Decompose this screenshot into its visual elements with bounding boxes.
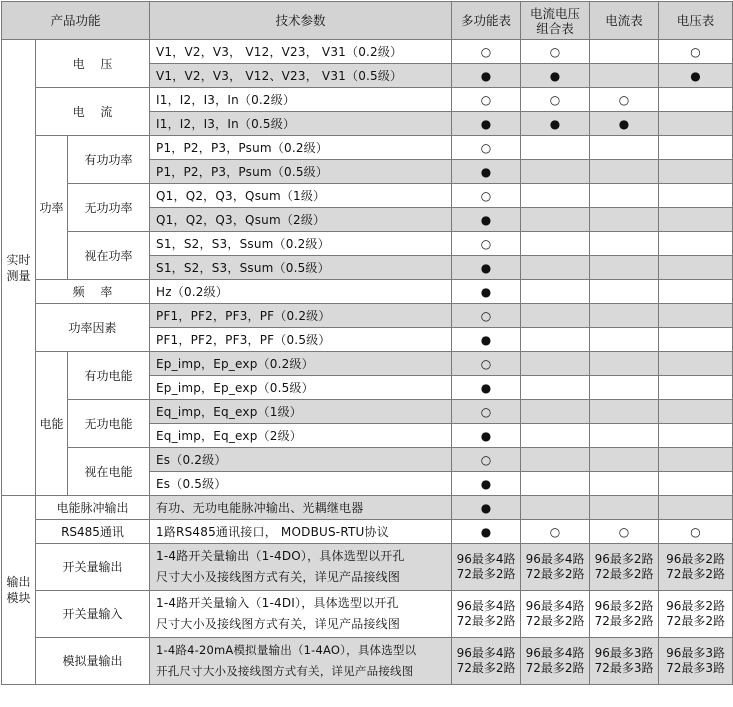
table-row	[2, 184, 733, 208]
cat-power-factor: 功率因素	[36, 304, 150, 352]
voltmeter-cell: ○	[659, 520, 733, 544]
multi-cell: 96最多4路 72最多2路	[452, 544, 521, 591]
voltmeter-cell	[659, 304, 733, 328]
table-row	[2, 352, 733, 376]
voltmeter-cell: ○	[659, 40, 733, 64]
multi-cell: ●	[452, 472, 521, 496]
multi-cell: 96最多4路 72最多2路	[452, 591, 521, 638]
cat-current: 电 流	[36, 88, 150, 136]
voltmeter-cell	[659, 88, 733, 112]
ammeter-cell	[590, 256, 659, 280]
spec-cell: I1，I2，I3，In（0.5级）	[150, 112, 452, 136]
va-cell	[521, 160, 590, 184]
table-row	[2, 40, 733, 64]
spec-cell: Ep_imp，Ep_exp（0.5级）	[150, 376, 452, 400]
va-cell: 96最多4路 72最多2路	[521, 638, 590, 685]
multi-cell: ●	[452, 520, 521, 544]
va-cell	[521, 208, 590, 232]
ammeter-cell: 96最多2路 72最多2路	[590, 591, 659, 638]
spec-cell: 1-4路开关量输入（1-4DI），具体选型以开孔 尺寸大小及接线图方式有关，详见产品接线图	[150, 591, 452, 638]
cat-voltage: 电 压	[36, 40, 150, 88]
table-row	[2, 496, 733, 520]
voltmeter-cell	[659, 208, 733, 232]
ammeter-cell	[590, 424, 659, 448]
va-cell: ●	[521, 64, 590, 88]
header-voltmeter: 电压表	[659, 2, 733, 40]
ammeter-cell	[590, 160, 659, 184]
spec-cell: Ep_imp，Ep_exp（0.2级）	[150, 352, 452, 376]
va-cell	[521, 304, 590, 328]
spec-cell: Eq_imp，Eq_exp（2级）	[150, 424, 452, 448]
multi-cell: ○	[452, 40, 521, 64]
header-ammeter: 电流表	[590, 2, 659, 40]
voltmeter-cell	[659, 496, 733, 520]
group-realtime: 实时 测量	[2, 40, 36, 496]
cat-rs485: RS485通讯	[36, 520, 150, 544]
voltmeter-cell	[659, 448, 733, 472]
ammeter-cell	[590, 184, 659, 208]
va-cell	[521, 136, 590, 160]
table-row	[2, 448, 733, 472]
multi-cell: ●	[452, 160, 521, 184]
multi-cell: ●	[452, 328, 521, 352]
spec-cell: Q1，Q2，Q3，Qsum（1级）	[150, 184, 452, 208]
multi-cell: ○	[452, 448, 521, 472]
ammeter-cell	[590, 400, 659, 424]
va-cell	[521, 232, 590, 256]
cat-pulse: 电能脉冲输出	[36, 496, 150, 520]
spec-cell: 1-4路开关量输出（1-4DO），具体选型以开孔 尺寸大小及接线图方式有关，详见产品接线图	[150, 544, 452, 591]
ammeter-cell	[590, 304, 659, 328]
multi-cell: ○	[452, 400, 521, 424]
spec-cell: Hz（0.2级）	[150, 280, 452, 304]
multi-cell: ●	[452, 112, 521, 136]
group-energy: 电能	[36, 352, 68, 496]
voltmeter-cell	[659, 424, 733, 448]
header-function: 产品功能	[2, 2, 150, 40]
spec-cell: 有功、无功电能脉冲输出、光耦继电器	[150, 496, 452, 520]
voltmeter-cell	[659, 472, 733, 496]
ammeter-cell: ○	[590, 88, 659, 112]
cat-active-energy: 有功电能	[68, 352, 150, 400]
multi-cell: ○	[452, 352, 521, 376]
cat-reactive-energy: 无功电能	[68, 400, 150, 448]
ammeter-cell: 96最多2路 72最多2路	[590, 544, 659, 591]
va-cell: 96最多4路 72最多2路	[521, 591, 590, 638]
ammeter-cell	[590, 376, 659, 400]
va-cell	[521, 448, 590, 472]
va-cell: ○	[521, 88, 590, 112]
voltmeter-cell	[659, 280, 733, 304]
spec-cell: I1，I2，I3，In（0.2级）	[150, 88, 452, 112]
va-cell: ○	[521, 520, 590, 544]
cat-do: 开关量输出	[36, 544, 150, 591]
ammeter-cell: 96最多3路 72最多3路	[590, 638, 659, 685]
header-spec: 技术参数	[150, 2, 452, 40]
cat-ao: 模拟量输出	[36, 638, 150, 685]
multi-cell: ●	[452, 280, 521, 304]
ammeter-cell	[590, 328, 659, 352]
multi-cell: ○	[452, 184, 521, 208]
ammeter-cell	[590, 448, 659, 472]
header-va: 电流电压 组合表	[521, 2, 590, 40]
voltmeter-cell: ●	[659, 64, 733, 88]
multi-cell: ●	[452, 256, 521, 280]
table-row	[2, 591, 733, 638]
group-output: 输出 模块	[2, 496, 36, 685]
table-row	[2, 88, 733, 112]
spec-cell: Eq_imp，Eq_exp（1级）	[150, 400, 452, 424]
spec-cell: S1，S2，S3，Ssum（0.5级）	[150, 256, 452, 280]
ammeter-cell	[590, 496, 659, 520]
va-cell: 96最多4路 72最多2路	[521, 544, 590, 591]
spec-table	[1, 1, 733, 685]
ammeter-cell	[590, 208, 659, 232]
ammeter-cell	[590, 136, 659, 160]
multi-cell: ●	[452, 424, 521, 448]
multi-cell: ○	[452, 232, 521, 256]
multi-cell: ○	[452, 88, 521, 112]
multi-cell: ○	[452, 304, 521, 328]
spec-cell: PF1，PF2，PF3，PF（0.2级）	[150, 304, 452, 328]
va-cell: ○	[521, 40, 590, 64]
group-power: 功率	[36, 136, 68, 280]
ammeter-cell	[590, 64, 659, 88]
va-cell	[521, 400, 590, 424]
cat-apparent-power: 视在功率	[68, 232, 150, 280]
spec-cell: P1，P2，P3，Psum（0.2级）	[150, 136, 452, 160]
table-row	[2, 136, 733, 160]
cat-reactive-power: 无功功率	[68, 184, 150, 232]
ammeter-cell	[590, 472, 659, 496]
voltmeter-cell	[659, 232, 733, 256]
voltmeter-cell	[659, 328, 733, 352]
multi-cell: ●	[452, 64, 521, 88]
table-row	[2, 520, 733, 544]
table-row	[2, 280, 733, 304]
multi-cell: ●	[452, 208, 521, 232]
table-row	[2, 232, 733, 256]
va-cell	[521, 328, 590, 352]
spec-cell: Es（0.2级）	[150, 448, 452, 472]
cat-di: 开关量输入	[36, 591, 150, 638]
spec-cell: 1路RS485通讯接口， MODBUS-RTU协议	[150, 520, 452, 544]
multi-cell: ●	[452, 496, 521, 520]
voltmeter-cell	[659, 376, 733, 400]
ammeter-cell	[590, 40, 659, 64]
voltmeter-cell	[659, 136, 733, 160]
cat-apparent-energy: 视在电能	[68, 448, 150, 496]
spec-cell: PF1，PF2，PF3，PF（0.5级）	[150, 328, 452, 352]
ammeter-cell	[590, 280, 659, 304]
ammeter-cell: ●	[590, 112, 659, 136]
va-cell	[521, 352, 590, 376]
spec-cell: S1，S2，S3，Ssum（0.2级）	[150, 232, 452, 256]
voltmeter-cell: 96最多3路 72最多3路	[659, 638, 733, 685]
ammeter-cell: ○	[590, 520, 659, 544]
spec-cell: 1-4路4-20mA模拟量输出（1-4AO），具体选型以 开孔尺寸大小及接线图方式有关，详见产品接线图	[150, 638, 452, 685]
spec-cell: Es（0.5级）	[150, 472, 452, 496]
voltmeter-cell: 96最多2路 72最多2路	[659, 544, 733, 591]
spec-cell: V1，V2，V3， V12，V23， V31（0.2级）	[150, 40, 452, 64]
va-cell	[521, 184, 590, 208]
header-multi: 多功能表	[452, 2, 521, 40]
voltmeter-cell	[659, 160, 733, 184]
ammeter-cell	[590, 232, 659, 256]
multi-cell: ○	[452, 136, 521, 160]
va-cell	[521, 424, 590, 448]
voltmeter-cell	[659, 400, 733, 424]
ammeter-cell	[590, 352, 659, 376]
cat-frequency: 频 率	[36, 280, 150, 304]
voltmeter-cell	[659, 112, 733, 136]
voltmeter-cell	[659, 184, 733, 208]
multi-cell: 96最多4路 72最多2路	[452, 638, 521, 685]
cat-active-power: 有功功率	[68, 136, 150, 184]
va-cell	[521, 280, 590, 304]
va-cell	[521, 256, 590, 280]
voltmeter-cell: 96最多2路 72最多2路	[659, 591, 733, 638]
spec-cell: Q1，Q2，Q3，Qsum（2级）	[150, 208, 452, 232]
va-cell	[521, 496, 590, 520]
table-row	[2, 544, 733, 591]
va-cell	[521, 376, 590, 400]
table-row	[2, 400, 733, 424]
table-row	[2, 638, 733, 685]
spec-cell: V1，V2，V3， V12、V23， V31（0.5级）	[150, 64, 452, 88]
multi-cell: ●	[452, 376, 521, 400]
va-cell: ●	[521, 112, 590, 136]
table-row	[2, 304, 733, 328]
voltmeter-cell	[659, 352, 733, 376]
spec-cell: P1，P2，P3，Psum（0.5级）	[150, 160, 452, 184]
voltmeter-cell	[659, 256, 733, 280]
va-cell	[521, 472, 590, 496]
